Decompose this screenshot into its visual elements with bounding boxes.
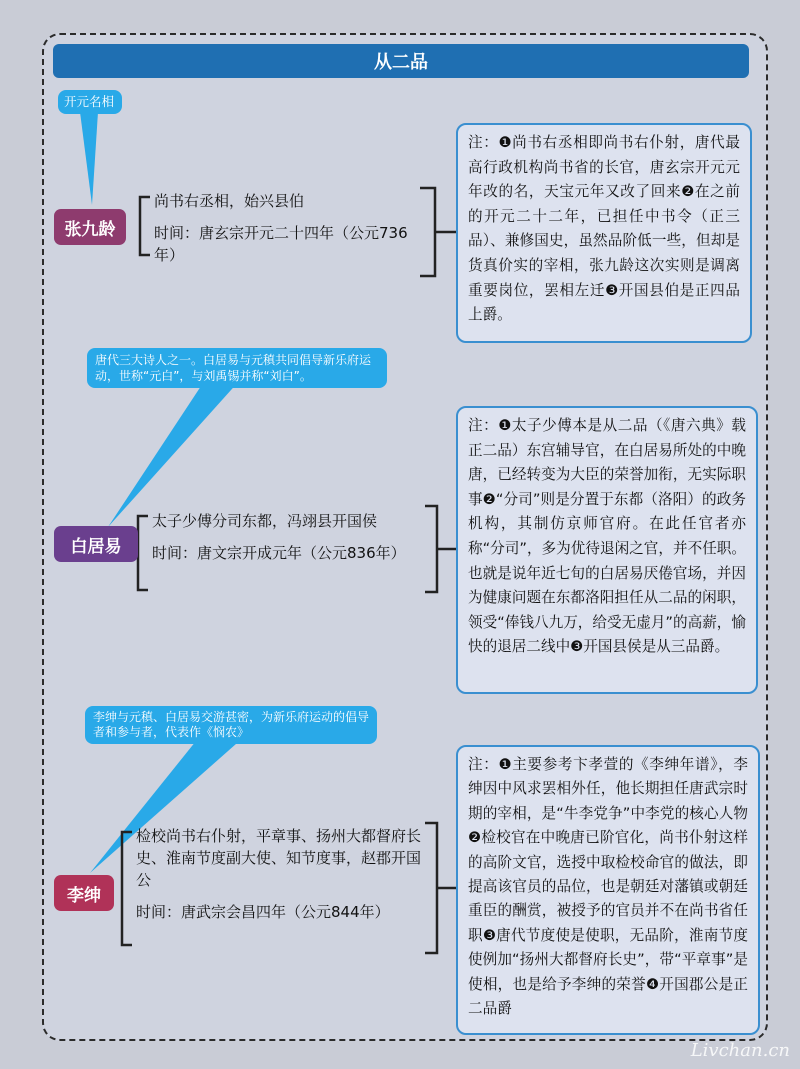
tail-zhang	[80, 112, 98, 205]
tag-bai	[87, 348, 387, 388]
office-zhang: 尚书右丞相，始兴县伯	[154, 192, 305, 210]
time-li: 时间：唐武宗会昌四年（公元844年）	[136, 903, 390, 921]
tag-zhang	[58, 90, 122, 114]
time-zhang: 时间：唐玄宗开元二十四年（公元736年）	[154, 224, 408, 264]
bracket-bai-left	[138, 516, 148, 590]
page-title: 从二品	[53, 44, 749, 78]
bracket-zhang-left	[140, 197, 150, 255]
person-name: 张九龄	[64, 219, 116, 240]
person-name: 白居易	[70, 536, 122, 557]
note-zhang	[456, 123, 752, 343]
info-zhang	[154, 190, 416, 266]
bracket-bai-right	[425, 506, 437, 592]
tag-li-text: 李绅与元稹、白居易交游甚密，为新乐府运动的倡导者和参与者，代表作《悯农》	[93, 710, 370, 739]
person-li-shen	[54, 875, 114, 911]
bracket-li-left	[122, 832, 132, 945]
time-bai: 时间：唐文宗开成元年（公元836年）	[152, 544, 406, 562]
person-name: 李绅	[67, 885, 101, 906]
info-li	[136, 825, 424, 923]
tag-zhang-text: 开元名相	[64, 94, 115, 109]
bracket-li-right	[425, 823, 437, 953]
bracket-zhang-right	[420, 188, 435, 276]
info-bai	[152, 510, 424, 564]
office-li: 检校尚书右仆射，平章事、扬州大都督府长史、淮南节度副大使、知节度事，赵郡开国公	[136, 827, 422, 889]
note-bai	[456, 406, 758, 694]
tag-bai-text: 唐代三大诗人之一。白居易与元稹共同倡导新乐府运动，世称“元白”，与刘禹锡并称“刘白”。	[95, 353, 372, 383]
tag-li	[85, 706, 377, 744]
note-li	[456, 745, 760, 1035]
office-bai: 太子少傅分司东都，冯翊县开国侯	[152, 512, 378, 530]
tail-bai	[108, 380, 240, 527]
watermark: Livchan.cn	[690, 1040, 790, 1061]
note-bai-text: 注：❶太子少傅本是从二品（《唐六典》载正二品）东宫辅导官，在白居易所处的中晚唐，已经转变为大臣的荣誉加衔，无实际职事❷“分司”则是分置于东都（洛阳）的政务机构，其制仿京师官府。在此任官者亦称“分司”，多为优待退闲之官，并不任职。也就是说年近七旬的白居易厌倦官场，并因为健康问题在东都洛阳担任从二品的闲职，领受“俸钱八九万，给受无虚月”的高薪，愉快的退居二线中❸开国县侯是从三品爵。	[468, 417, 746, 656]
person-zhang-jiuling	[54, 209, 126, 245]
note-zhang-text: 注：❶尚书右丞相即尚书右仆射，唐代最高行政机构尚书省的长官，唐玄宗开元元年改的名，天宝元年又改了回来❷在之前的开元二十二年，已担任中书令（正三品）、兼修国史，虽然品阶低一些，但却是货真价实的宰相，张九龄这次实则是调离重要岗位，罢相左迁❸开国县伯是正四品上爵。	[468, 134, 740, 324]
person-bai-juyi	[54, 526, 138, 562]
note-li-text: 注：❶主要参考卞孝萱的《李绅年谱》，李绅因中风求罢相外任，他长期担任唐武宗时期的宰相，是“牛李党争”中李党的核心人物❷检校官在中晚唐已阶官化，尚书仆射这样的高阶文官，选授中取检校命官的做法，即提高该官员的品位，也是朝廷对藩镇或朝廷重臣的酬赏，被授予的官员并不在尚书省任职❸唐代节度使是使职，无品阶，淮南节度使例加“扬州大都督府长史”，带“平章事”是使相，也是给予李绅的荣誉❹开国郡公是正二品爵	[468, 756, 748, 1018]
